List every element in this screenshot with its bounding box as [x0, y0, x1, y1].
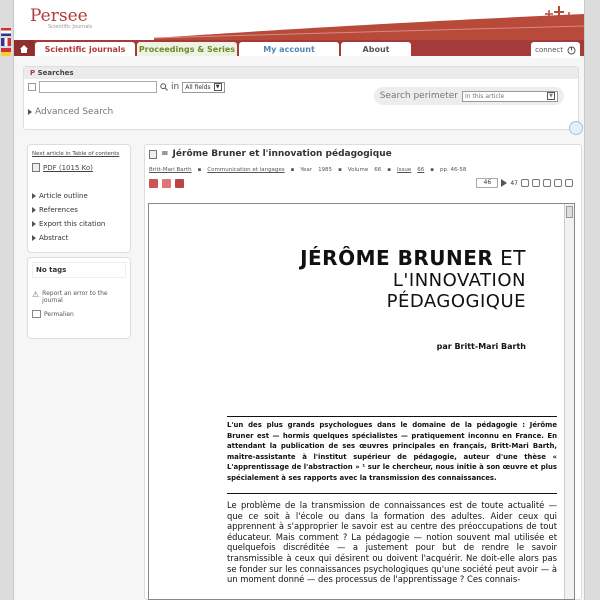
pdf-link[interactable]: PDF (1015 Ko) [43, 163, 93, 172]
tab-scientific-journals[interactable]: Scientific journals [35, 42, 135, 56]
header-landscape-art [154, 0, 584, 40]
page-viewer[interactable] [148, 203, 575, 600]
page-abstract: L'un des plus grands psychologues dans le domaine de la pédagogie : Jérôme Bruner est — hormis quelques spécialistes — pratiquement inconnu en France. En attendant la publication de ses œuvres principales en français, Britt-Mari Barth, maître-assistante à l'institut supérieur de pédagogie, auteur d'une thèse « L'apprentissage de l'abstraction » ¹ sur le chercheur, nous initie à son œuvre et plus spécialement à ses rapports avec la transmission des connaissances. [227, 416, 557, 483]
french-flag-icon[interactable] [1, 38, 11, 46]
page-heading [300, 246, 526, 312]
pdf-icon [32, 163, 40, 172]
tab-my-account[interactable]: My account [239, 42, 339, 56]
document-tools [149, 179, 184, 188]
logo-subtitle: Scientific Journals [48, 24, 93, 30]
field-select-value: All fields [185, 83, 211, 91]
chevron-down-icon: ▼ [547, 92, 555, 100]
in-label: in [171, 82, 180, 92]
heading-line3: PÉDAGOGIQUE [386, 291, 526, 312]
side-feedback-widget[interactable] [569, 121, 583, 135]
tab-proceedings-series[interactable]: Proceedings & Series [137, 42, 237, 56]
page-byline: par Britt-Mari Barth [436, 342, 526, 351]
issue-label[interactable]: Issue [397, 167, 412, 173]
power-icon[interactable] [567, 46, 576, 55]
other-flag-icon[interactable] [1, 48, 11, 56]
equals-mark: = [161, 149, 169, 159]
pdf-download[interactable] [32, 163, 126, 172]
fullscreen-icon[interactable] [565, 179, 573, 187]
sidebar-item-label: References [39, 206, 78, 214]
tab-about[interactable]: About [341, 42, 411, 56]
perimeter-select[interactable] [462, 91, 558, 102]
pages-icon: ▪ [430, 167, 434, 173]
left-sidebar [27, 144, 131, 343]
persee-logo[interactable] [30, 6, 92, 30]
volume-label: Volume [347, 167, 369, 173]
sidebar-item-export-citation[interactable] [32, 220, 126, 228]
issue-link[interactable]: 66 [417, 167, 425, 173]
search-row [28, 81, 225, 93]
zoom-in-icon[interactable] [521, 179, 529, 187]
sidebar-item-abstract[interactable] [32, 234, 126, 242]
abstract-divider [227, 493, 557, 494]
share-icon[interactable] [175, 179, 184, 188]
expand-arrow-icon [32, 221, 36, 227]
search-heading [24, 67, 578, 79]
permalink-label: Permalien [44, 310, 74, 318]
zoom-out-icon[interactable] [532, 179, 540, 187]
pages-value: pp. 46-58 [439, 167, 467, 173]
search-heading-text: Searches [37, 69, 74, 77]
bookmark-icon[interactable] [162, 179, 171, 188]
sidebar-item-label: Export this citation [39, 220, 106, 228]
site-header [14, 0, 584, 40]
viewer-scrollbar[interactable] [564, 204, 574, 599]
heading-line1-rest: ET [493, 246, 526, 270]
search-input[interactable] [39, 81, 157, 93]
perimeter-value: In this article [465, 92, 505, 100]
article-title-text: Jérôme Bruner et l'innovation pédagogique [172, 149, 392, 159]
search-panel [23, 66, 579, 130]
report-error-link[interactable] [32, 290, 126, 304]
volume-icon: ▪ [338, 167, 342, 173]
logo-text: Persee [30, 6, 88, 26]
author-link[interactable]: Britt-Mari Barth [149, 167, 192, 173]
chevron-down-icon: ▼ [214, 83, 222, 91]
field-select[interactable] [182, 82, 224, 93]
page-number-input[interactable]: 46 [476, 178, 498, 188]
volume-value: 66 [374, 167, 382, 173]
permalink-link[interactable] [32, 310, 126, 318]
sidebar-item-label: Article outline [39, 192, 88, 200]
heading-line1-bold: JÉRÔME BRUNER [300, 246, 494, 270]
search-settings-icon[interactable] [28, 83, 36, 91]
search-in-doc-icon[interactable] [554, 179, 562, 187]
page-body-text: Le problème de la transmission de connaissances est de toute actualité — que ce soit à l'école ou dans la formation des adultes. Aider ceux qui apprennent à s'approprier le savoir est au centre des préoccupations de tout éducateur. Mais comment ? La pédagogie — notion souvent mal utilisée et quelquefois discréditée — a justement pour but de rendre le savoir transmissible à ceux qui désirent ou doivent l'acquérir. Ne doit-elle alors pas se fonder sur les connaissances psychologiques qu'une société peut avoir — à un moment donné — des processus de l'apprentissage ? Ces connais- [227, 500, 557, 585]
tags-label: No tags [32, 262, 126, 278]
total-pages: 47 [510, 179, 518, 187]
expand-arrow-icon [28, 109, 32, 115]
sidebar-item-label: Abstract [39, 234, 69, 242]
year-icon: ▪ [290, 167, 295, 173]
connect-link[interactable]: connect [535, 46, 563, 54]
search-perimeter [374, 87, 564, 105]
expand-arrow-icon [32, 193, 36, 199]
article-tools-box [27, 144, 131, 253]
rotate-icon[interactable] [543, 179, 551, 187]
permalink-icon [32, 310, 41, 318]
issue-icon: ▪ [387, 167, 391, 173]
sidebar-item-references[interactable] [32, 206, 126, 214]
language-switcher [0, 26, 12, 58]
advanced-search-label: Advanced Search [35, 107, 114, 117]
main-nav [14, 40, 584, 56]
page-frame [13, 0, 585, 600]
warning-icon: ⚠ [32, 290, 40, 299]
journal-link[interactable]: Communication et langages [207, 167, 285, 173]
sidebar-item-article-outline[interactable] [32, 192, 126, 200]
tags-box [27, 257, 131, 339]
home-icon [19, 44, 29, 53]
document-icon [149, 150, 157, 159]
article-meta [149, 167, 466, 173]
scrollbar-thumb[interactable] [566, 206, 573, 218]
home-button[interactable] [14, 40, 34, 56]
page-navigator [476, 178, 573, 188]
journal-icon: ▪ [197, 167, 202, 173]
expand-arrow-icon [32, 207, 36, 213]
expand-arrow-icon [32, 235, 36, 241]
report-error-label: Report an error to the journal [42, 290, 108, 304]
persee-mini-icon: P [30, 69, 36, 77]
next-page-icon[interactable] [501, 179, 507, 187]
next-article-link[interactable]: Next article in Table of contents [32, 151, 120, 157]
year-label: Year [300, 167, 313, 173]
search-icon[interactable] [160, 83, 168, 91]
article-title [149, 149, 392, 159]
english-flag-icon[interactable] [1, 28, 11, 36]
heading-line2: L'INNOVATION [392, 270, 526, 291]
print-icon[interactable] [149, 179, 158, 188]
year-value: 1985 [318, 167, 333, 173]
perimeter-label: Search perimeter [379, 91, 458, 101]
connect-area [531, 42, 580, 58]
advanced-search-link[interactable] [28, 107, 113, 117]
